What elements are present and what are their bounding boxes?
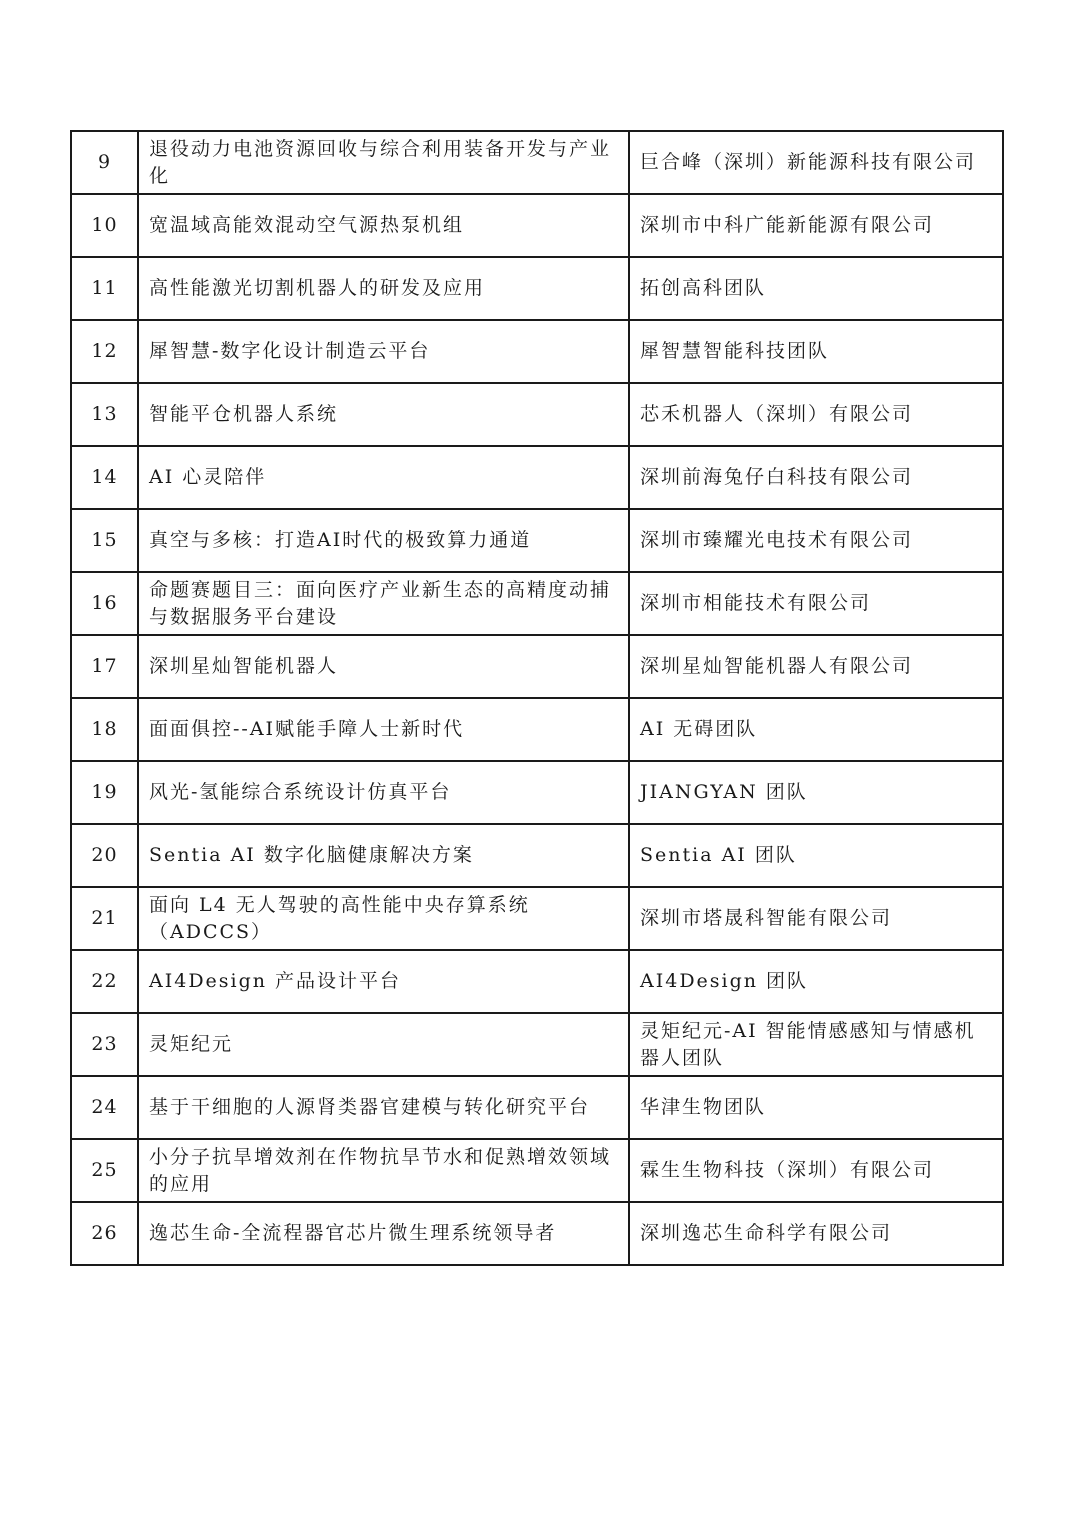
organization-cell: 霖生生物科技（深圳）有限公司 — [629, 1139, 1003, 1202]
organization-cell: Sentia AI 团队 — [629, 824, 1003, 887]
row-number-cell: 22 — [71, 950, 138, 1013]
project-name-cell: 风光-氢能综合系统设计仿真平台 — [138, 761, 629, 824]
project-name-cell: 小分子抗旱增效剂在作物抗旱节水和促熟增效领域的应用 — [138, 1139, 629, 1202]
organization-cell: 深圳前海兔仔白科技有限公司 — [629, 446, 1003, 509]
table-row — [71, 635, 1003, 698]
row-number-cell: 21 — [71, 887, 138, 950]
table-row — [71, 1139, 1003, 1202]
organization-cell: 深圳市中科广能新能源有限公司 — [629, 194, 1003, 257]
table-row — [71, 887, 1003, 950]
table-row — [71, 1202, 1003, 1265]
table-row — [71, 1076, 1003, 1139]
table-row — [71, 257, 1003, 320]
project-name-cell: 基于干细胞的人源肾类器官建模与转化研究平台 — [138, 1076, 629, 1139]
project-name-cell: AI 心灵陪伴 — [138, 446, 629, 509]
organization-cell: 巨合峰（深圳）新能源科技有限公司 — [629, 131, 1003, 194]
organization-cell: AI 无碍团队 — [629, 698, 1003, 761]
project-name-cell: 灵矩纪元 — [138, 1013, 629, 1076]
row-number-cell: 23 — [71, 1013, 138, 1076]
table-row — [71, 509, 1003, 572]
project-name-cell: 退役动力电池资源回收与综合利用装备开发与产业化 — [138, 131, 629, 194]
project-name-cell: 面向 L4 无人驾驶的高性能中央存算系统（ADCCS） — [138, 887, 629, 950]
organization-cell: AI4Design 团队 — [629, 950, 1003, 1013]
organization-cell: 深圳市塔晟科智能有限公司 — [629, 887, 1003, 950]
table-row — [71, 194, 1003, 257]
row-number-cell: 20 — [71, 824, 138, 887]
table-row — [71, 761, 1003, 824]
project-name-cell: 真空与多核：打造AI时代的极致算力通道 — [138, 509, 629, 572]
project-name-cell: 命题赛题目三：面向医疗产业新生态的高精度动捕与数据服务平台建设 — [138, 572, 629, 635]
table-row — [71, 1013, 1003, 1076]
row-number-cell: 24 — [71, 1076, 138, 1139]
row-number-cell: 15 — [71, 509, 138, 572]
project-name-cell: 面面俱控--AI赋能手障人士新时代 — [138, 698, 629, 761]
row-number-cell: 13 — [71, 383, 138, 446]
project-name-cell: Sentia AI 数字化脑健康解决方案 — [138, 824, 629, 887]
project-name-cell: 智能平仓机器人系统 — [138, 383, 629, 446]
row-number-cell: 10 — [71, 194, 138, 257]
organization-cell: 深圳逸芯生命科学有限公司 — [629, 1202, 1003, 1265]
row-number-cell: 11 — [71, 257, 138, 320]
organization-cell: 拓创高科团队 — [629, 257, 1003, 320]
table-row — [71, 698, 1003, 761]
row-number-cell: 17 — [71, 635, 138, 698]
project-name-cell: 逸芯生命-全流程器官芯片微生理系统领导者 — [138, 1202, 629, 1265]
row-number-cell: 25 — [71, 1139, 138, 1202]
row-number-cell: 18 — [71, 698, 138, 761]
organization-cell: 深圳市相能技术有限公司 — [629, 572, 1003, 635]
organization-cell: 深圳星灿智能机器人有限公司 — [629, 635, 1003, 698]
project-name-cell: 高性能激光切割机器人的研发及应用 — [138, 257, 629, 320]
table-row — [71, 131, 1003, 194]
table-row — [71, 320, 1003, 383]
table-row — [71, 572, 1003, 635]
project-list-table — [70, 130, 1004, 1266]
organization-cell: JIANGYAN 团队 — [629, 761, 1003, 824]
table-row — [71, 950, 1003, 1013]
organization-cell: 灵矩纪元-AI 智能情感感知与情感机器人团队 — [629, 1013, 1003, 1076]
table-body — [71, 131, 1003, 1265]
project-name-cell: 深圳星灿智能机器人 — [138, 635, 629, 698]
table-row — [71, 446, 1003, 509]
project-name-cell: AI4Design 产品设计平台 — [138, 950, 629, 1013]
organization-cell: 犀智慧智能科技团队 — [629, 320, 1003, 383]
row-number-cell: 19 — [71, 761, 138, 824]
organization-cell: 深圳市臻耀光电技术有限公司 — [629, 509, 1003, 572]
row-number-cell: 14 — [71, 446, 138, 509]
organization-cell: 华津生物团队 — [629, 1076, 1003, 1139]
row-number-cell: 12 — [71, 320, 138, 383]
row-number-cell: 9 — [71, 131, 138, 194]
organization-cell: 芯禾机器人（深圳）有限公司 — [629, 383, 1003, 446]
project-name-cell: 犀智慧-数字化设计制造云平台 — [138, 320, 629, 383]
project-name-cell: 宽温域高能效混动空气源热泵机组 — [138, 194, 629, 257]
row-number-cell: 16 — [71, 572, 138, 635]
table-row — [71, 824, 1003, 887]
table-row — [71, 383, 1003, 446]
row-number-cell: 26 — [71, 1202, 138, 1265]
